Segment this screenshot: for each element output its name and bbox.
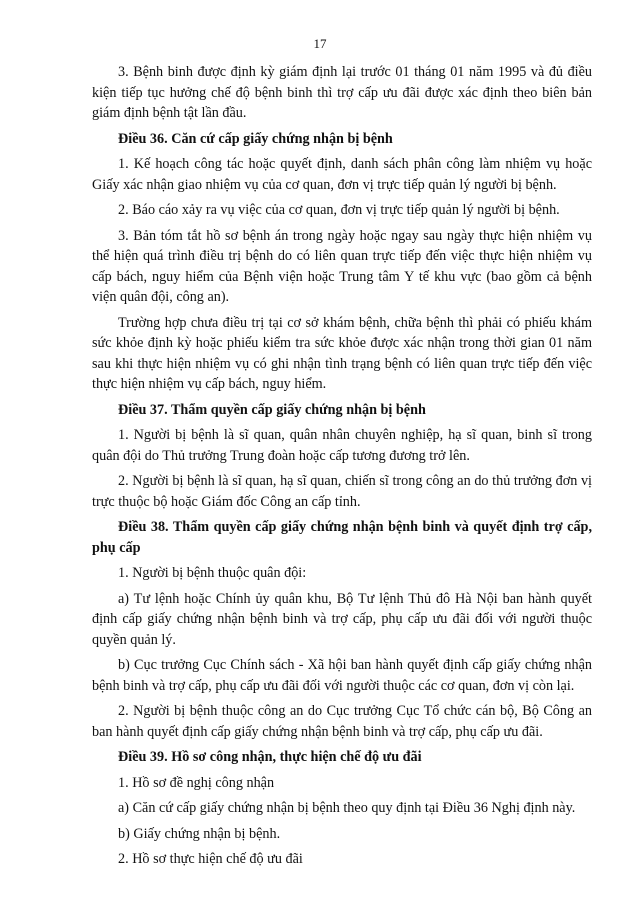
paragraph: b) Giấy chứng nhận bị bệnh. (118, 825, 281, 842)
paragraph: 1. Hồ sơ đề nghị công nhận (118, 774, 275, 791)
paragraph: 1. Kế hoạch công tác hoặc quyết định, danh sách phân công làm nhiệm vụ hoặc Giấy xác nhận giao nhiệm vụ của cơ quan, đơn vị trực tiếp quản lý người bị bệnh. (92, 156, 592, 193)
article-heading: Điều 39. Hồ sơ công nhận, thực hiện chế độ ưu đãi (118, 749, 422, 765)
paragraph: 3. Bệnh binh được định kỳ giám định lại trước 01 tháng 01 năm 1995 và đủ điều kiện tiếp tục hưởng chế độ bệnh binh thì trợ cấp ưu đãi được xác định theo biên bản giám định bệnh tật lần đầu. (92, 64, 592, 121)
paragraph: 2. Hồ sơ thực hiện chế độ ưu đãi (118, 851, 303, 867)
paragraph: 3. Bản tóm tắt hồ sơ bệnh án trong ngày hoặc ngay sau ngày thực hiện nhiệm vụ thể hiện quá trình điều trị bệnh do có liên quan trực tiếp đến việc thực hiện nhiệm vụ cấp bách, nguy hiểm của Bệnh viện hoặc Trung tâm Y tế khu vực (bao gồm cả bệnh viện quân đội, công an). (92, 227, 592, 305)
paragraph: Trường hợp chưa điều trị tại cơ sở khám bệnh, chữa bệnh thì phải có phiếu khám sức khỏe định kỳ hoặc phiếu kiểm tra sức khỏe được xác nhận trong thời gian 01 năm sau khi thực hiện nhiệm vụ có ghi nhận tình trạng bệnh có liên quan trực tiếp đến việc thực hiện nhiệm vụ cấp bách, nguy hiểm. (92, 314, 592, 392)
paragraph: a) Căn cứ cấp giấy chứng nhận bị bệnh theo quy định tại Điều 36 Nghị định này. (118, 800, 576, 816)
paragraph: a) Tư lệnh hoặc Chính ủy quân khu, Bộ Tư lệnh Thủ đô Hà Nội ban hành quyết định cấp giấy chứng nhận bệnh binh và trợ cấp, phụ cấp ưu đãi đối với người thuộc quyền quản lý. (92, 590, 592, 648)
article-heading: Điều 36. Căn cứ cấp giấy chứng nhận bị bệnh (118, 130, 393, 147)
paragraph: 1. Người bị bệnh là sĩ quan, quân nhân chuyên nghiệp, hạ sĩ quan, binh sĩ trong quân đội do Thủ trưởng Trung đoàn hoặc cấp tương đương trở lên. (92, 427, 592, 464)
paragraph: 2. Người bị bệnh là sĩ quan, hạ sĩ quan, chiến sĩ trong công an do thủ trưởng đơn vị trực thuộc bộ hoặc Giám đốc Công an cấp tỉnh. (92, 473, 592, 510)
article-heading: Điều 38. Thẩm quyền cấp giấy chứng nhận bệnh binh và quyết định trợ cấp, phụ cấp (92, 519, 592, 556)
document-body (92, 62, 592, 875)
paragraph: 2. Báo cáo xảy ra vụ việc của cơ quan, đơn vị trực tiếp quản lý người bị bệnh. (118, 202, 560, 218)
paragraph: 2. Người bị bệnh thuộc công an do Cục trưởng Cục Tổ chức cán bộ, Bộ Công an ban hành quyết định cấp giấy chứng nhận bệnh binh và trợ cấp, phụ cấp ưu đãi. (92, 703, 592, 740)
article-heading: Điều 37. Thẩm quyền cấp giấy chứng nhận bị bệnh (118, 401, 426, 418)
paragraph: 1. Người bị bệnh thuộc quân đội: (118, 565, 307, 581)
paragraph: b) Cục trưởng Cục Chính sách - Xã hội ban hành quyết định cấp giấy chứng nhận bệnh binh và trợ cấp, phụ cấp ưu đãi đối với người thuộc các cơ quan, đơn vị còn lại. (92, 657, 592, 694)
page-number: 17 (313, 36, 327, 51)
